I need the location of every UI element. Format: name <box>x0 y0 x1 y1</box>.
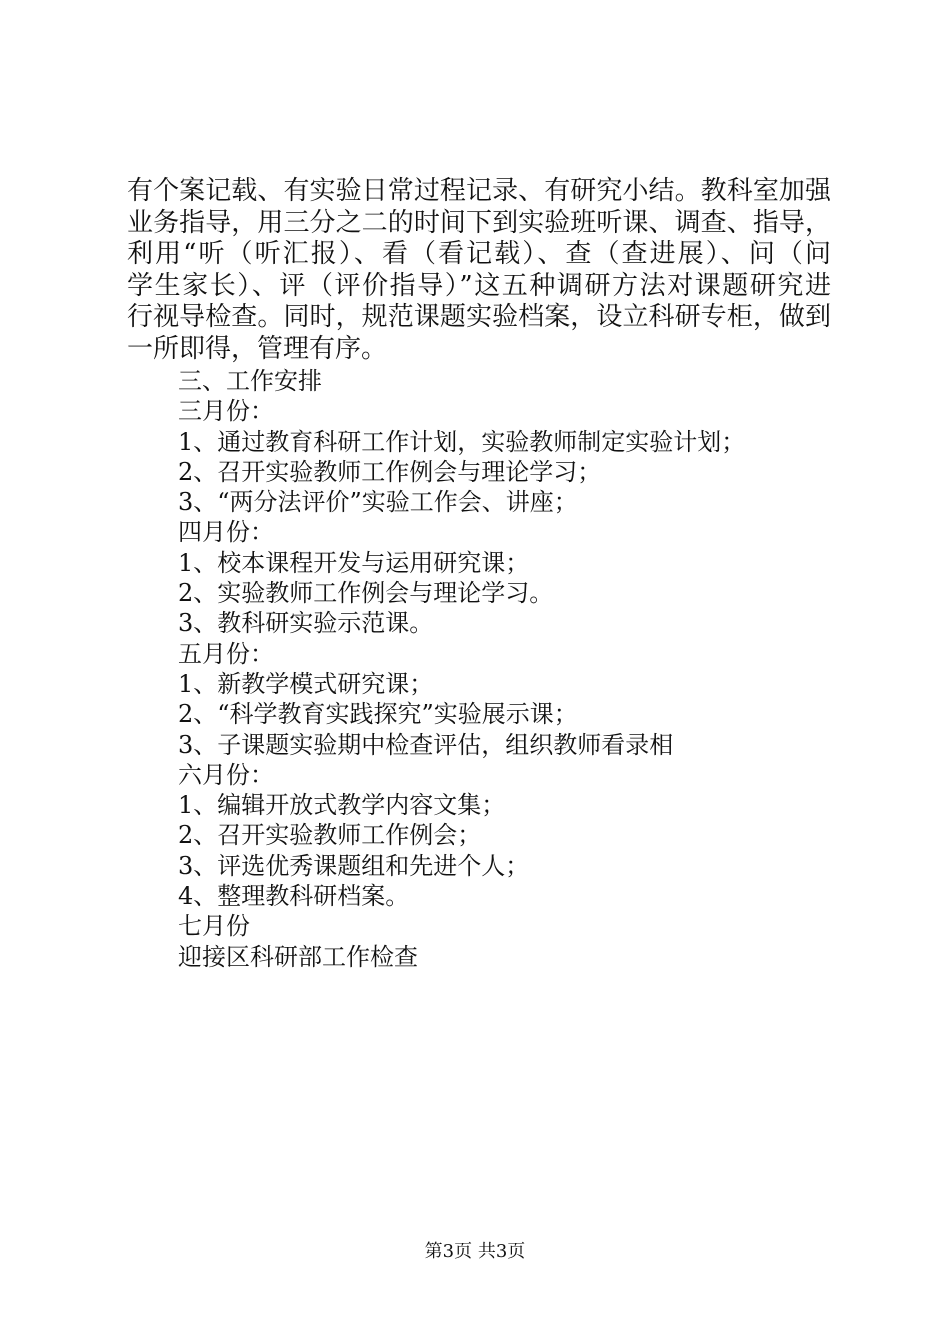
schedule-item: 1、编辑开放式教学内容文集； <box>178 791 506 820</box>
month-heading: 六月份： <box>178 760 274 789</box>
schedule-item: 3、教科研实验示范课。 <box>178 609 434 638</box>
month-heading: 七月份 <box>178 912 250 941</box>
paragraph-line: 有个案记载、有实验日常过程记录、有研究小结。教科室加强 <box>127 176 831 206</box>
schedule-item: 2、“科学教育实践探究”实验展示课； <box>178 700 578 729</box>
paragraph-line: 业务指导，用三分之二的时间下到实验班听课、调查、指导， <box>127 207 831 238</box>
schedule-item: 迎接区科研部工作检查 <box>178 942 418 971</box>
month-heading: 四月份： <box>178 518 274 547</box>
schedule-item: 3、“两分法评价”实验工作会、讲座； <box>178 488 578 517</box>
month-heading: 三月份： <box>178 397 274 426</box>
paragraph-line: 学生家长）、评（评价指导）”这五种调研方法对课题研究进 <box>127 270 831 301</box>
schedule-item: 2、召开实验教师工作例会与理论学习； <box>178 457 602 486</box>
month-heading: 五月份： <box>178 639 274 668</box>
schedule-item: 1、新教学模式研究课； <box>178 669 434 698</box>
schedule-item: 1、通过教育科研工作计划，实验教师制定实验计划； <box>178 427 746 456</box>
schedule-item: 2、实验教师工作例会与理论学习。 <box>178 579 554 608</box>
schedule-item: 3、评选优秀课题组和先进个人； <box>178 851 530 880</box>
work-schedule <box>178 366 858 972</box>
page-footer: 第3页 共3页 <box>424 1241 526 1262</box>
paragraph-line: 一所即得，管理有序。 <box>127 333 388 364</box>
body-paragraph <box>127 176 831 366</box>
schedule-item: 3、子课题实验期中检查评估，组织教师看录相 <box>178 730 674 759</box>
paragraph-line: 利用“听（听汇报）、看（看记载）、查（查进展）、问（问 <box>127 239 831 270</box>
schedule-item: 1、校本课程开发与运用研究课； <box>178 548 530 577</box>
schedule-item: 4、整理教科研档案。 <box>178 882 410 911</box>
paragraph-line: 行视导检查。同时，规范课题实验档案，设立科研专柜，做到 <box>127 302 831 333</box>
schedule-item: 2、召开实验教师工作例会； <box>178 821 482 850</box>
section-heading: 三、工作安排 <box>178 367 322 395</box>
